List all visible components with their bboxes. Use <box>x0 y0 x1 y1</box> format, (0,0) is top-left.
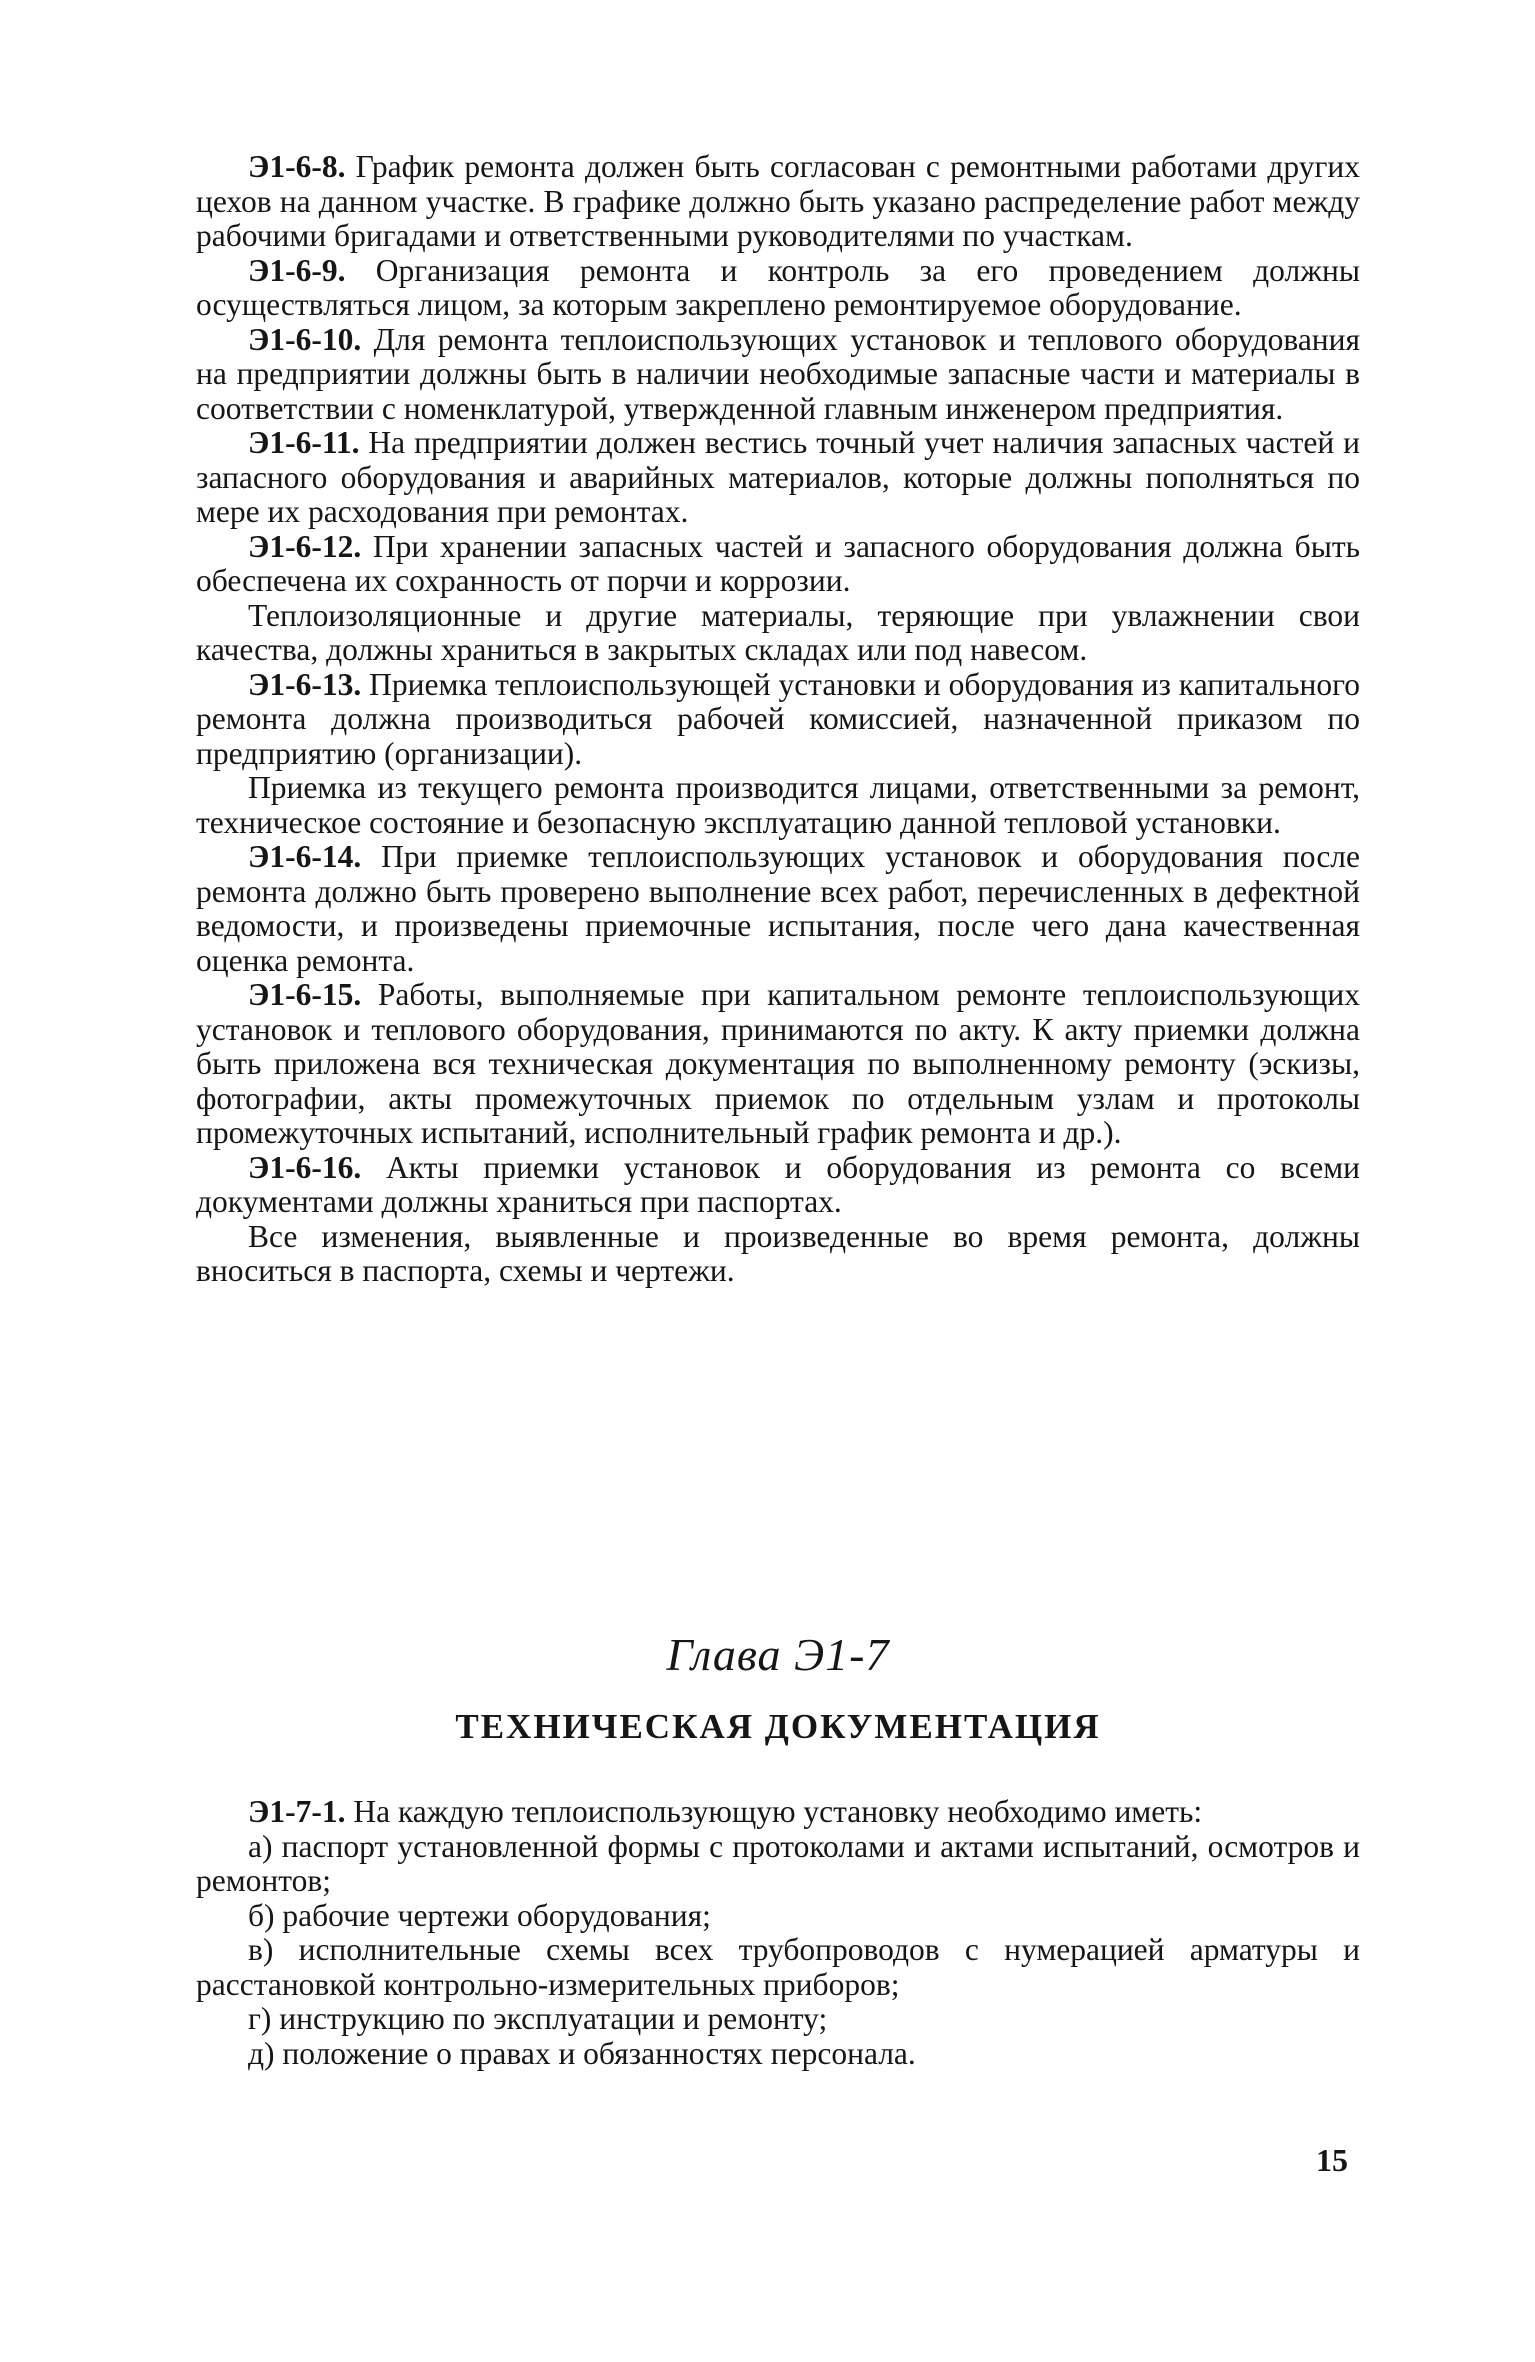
clause-number: Э1-6-12. <box>248 528 362 564</box>
clause-number: Э1-6-11. <box>248 425 360 460</box>
paragraph-changes-recording <box>196 1220 1360 1289</box>
chapter-7-text <box>196 1795 1360 2071</box>
paragraph-text: Приемка из текущего ремонта производится лицами, ответственными за ремонт, техническое состояние и безопасную эксплуатацию данной тепловой установки. <box>196 770 1360 840</box>
clause-number: Э1-6-10. <box>248 321 362 357</box>
list-item: б) рабочие чертежи оборудования; <box>248 1897 711 1933</box>
paragraph-current-repair-acceptance <box>196 771 1360 840</box>
page-number: 15 <box>1316 2142 1348 2178</box>
paragraph-e1-6-10 <box>196 323 1360 427</box>
paragraph-text: При приемке теплоиспользующих установок и оборудования после ремонта должно быть проверено выполнение всех работ, перечисленных в дефектной ведомости, и произведены приемочные испытания, после чего дана качественная оценка ремонта. <box>196 839 1360 978</box>
clause-number: Э1-6-8. <box>248 149 346 184</box>
paragraph-e1-6-15 <box>196 978 1360 1151</box>
clause-number: Э1-6-16. <box>248 1149 362 1185</box>
clause-number: Э1-7-1. <box>248 1794 346 1829</box>
chapter-label: Глава Э1-7 <box>666 1629 890 1680</box>
clause-number: Э1-6-15. <box>248 977 362 1012</box>
main-text <box>196 150 1360 1289</box>
paragraph-text: График ремонта должен быть согласован с ремонтными работами других цехов на данном участке. В графике должно быть указано распределение работ между рабочими бригадами и ответственными руководителями по участкам. <box>196 149 1360 253</box>
chapter-title: ТЕХНИЧЕСКАЯ ДОКУМЕНТАЦИЯ <box>455 1707 1101 1746</box>
clause-number: Э1-6-13. <box>248 666 362 702</box>
list-item: г) инструкцию по эксплуатации и ремонту; <box>248 2001 828 2036</box>
chapter-heading <box>196 1625 1360 1749</box>
clause-number: Э1-6-9. <box>248 252 346 288</box>
paragraph-e1-7-1 <box>196 1795 1360 1830</box>
paragraph-e1-6-11 <box>196 426 1360 530</box>
list-item: д) положение о правах и обязанностях персонала. <box>248 2035 916 2071</box>
paragraph-e1-6-14 <box>196 840 1360 978</box>
paragraph-text: На каждую теплоиспользующую установку необходимо иметь: <box>345 1794 1203 1829</box>
paragraph-text: Все изменения, выявленные и произведенные во время ремонта, должны вноситься в паспорта, схемы и чертежи. <box>196 1218 1360 1288</box>
paragraph-text: Акты приемки установок и оборудования из ремонта со всеми документами должны храниться при паспортах. <box>196 1149 1360 1219</box>
paragraph-text: Организация ремонта и контроль за его проведением должны осуществляться лицом, за которым закреплено ремонтируемое оборудование. <box>196 252 1360 322</box>
paragraph-text: Теплоизоляционные и другие материалы, теряющие при увлажнении свои качества, должны храниться в закрытых складах или под навесом. <box>196 597 1360 667</box>
paragraph-text: На предприятии должен вестись точный учет наличия запасных частей и запасного оборудования и аварийных материалов, которые должны пополняться по мере их расходования при ремонтах. <box>196 425 1360 529</box>
paragraph-text: Приемка теплоиспользующей установки и оборудования из капитального ремонта должна производиться рабочей комиссией, назначенной приказом по предприятию (организации). <box>196 666 1360 771</box>
paragraph-e1-6-9 <box>196 254 1360 323</box>
paragraph-e1-6-12 <box>196 530 1360 599</box>
list-item: а) паспорт установленной формы с протоколами и актами испытаний, осмотров и ремонтов; <box>196 1828 1360 1898</box>
clause-number: Э1-6-14. <box>248 839 362 874</box>
paragraph-text: Работы, выполняемые при капитальном ремонте теплоиспользующих установок и теплового оборудования, принимаются по акту. К акту приемки должна быть приложена вся техническая документация по выполненному ремонту (эскизы, фотографии, акты промежуточных приемок по отдельным узлам и протоколы промежуточных испытаний, исполнительный график ремонта и др.). <box>196 977 1360 1150</box>
list-item: в) исполнительные схемы всех трубопроводов с нумерацией арматуры и расстановкой контрольно-измерительных приборов; <box>196 1932 1360 2002</box>
paragraph-e1-6-13 <box>196 668 1360 772</box>
paragraph-e1-6-8 <box>196 150 1360 254</box>
paragraph-e1-6-16 <box>196 1151 1360 1220</box>
paragraph-text: Для ремонта теплоиспользующих установок и теплового оборудования на предприятии должны быть в наличии необходимые запасные части и материалы в соответствии с номенклатурой, утвержденной главным инженером предприятия. <box>196 321 1360 426</box>
paragraph-insulation-storage <box>196 599 1360 668</box>
paragraph-text: При хранении запасных частей и запасного оборудования должна быть обеспечена их сохранность от порчи и коррозии. <box>196 528 1360 598</box>
